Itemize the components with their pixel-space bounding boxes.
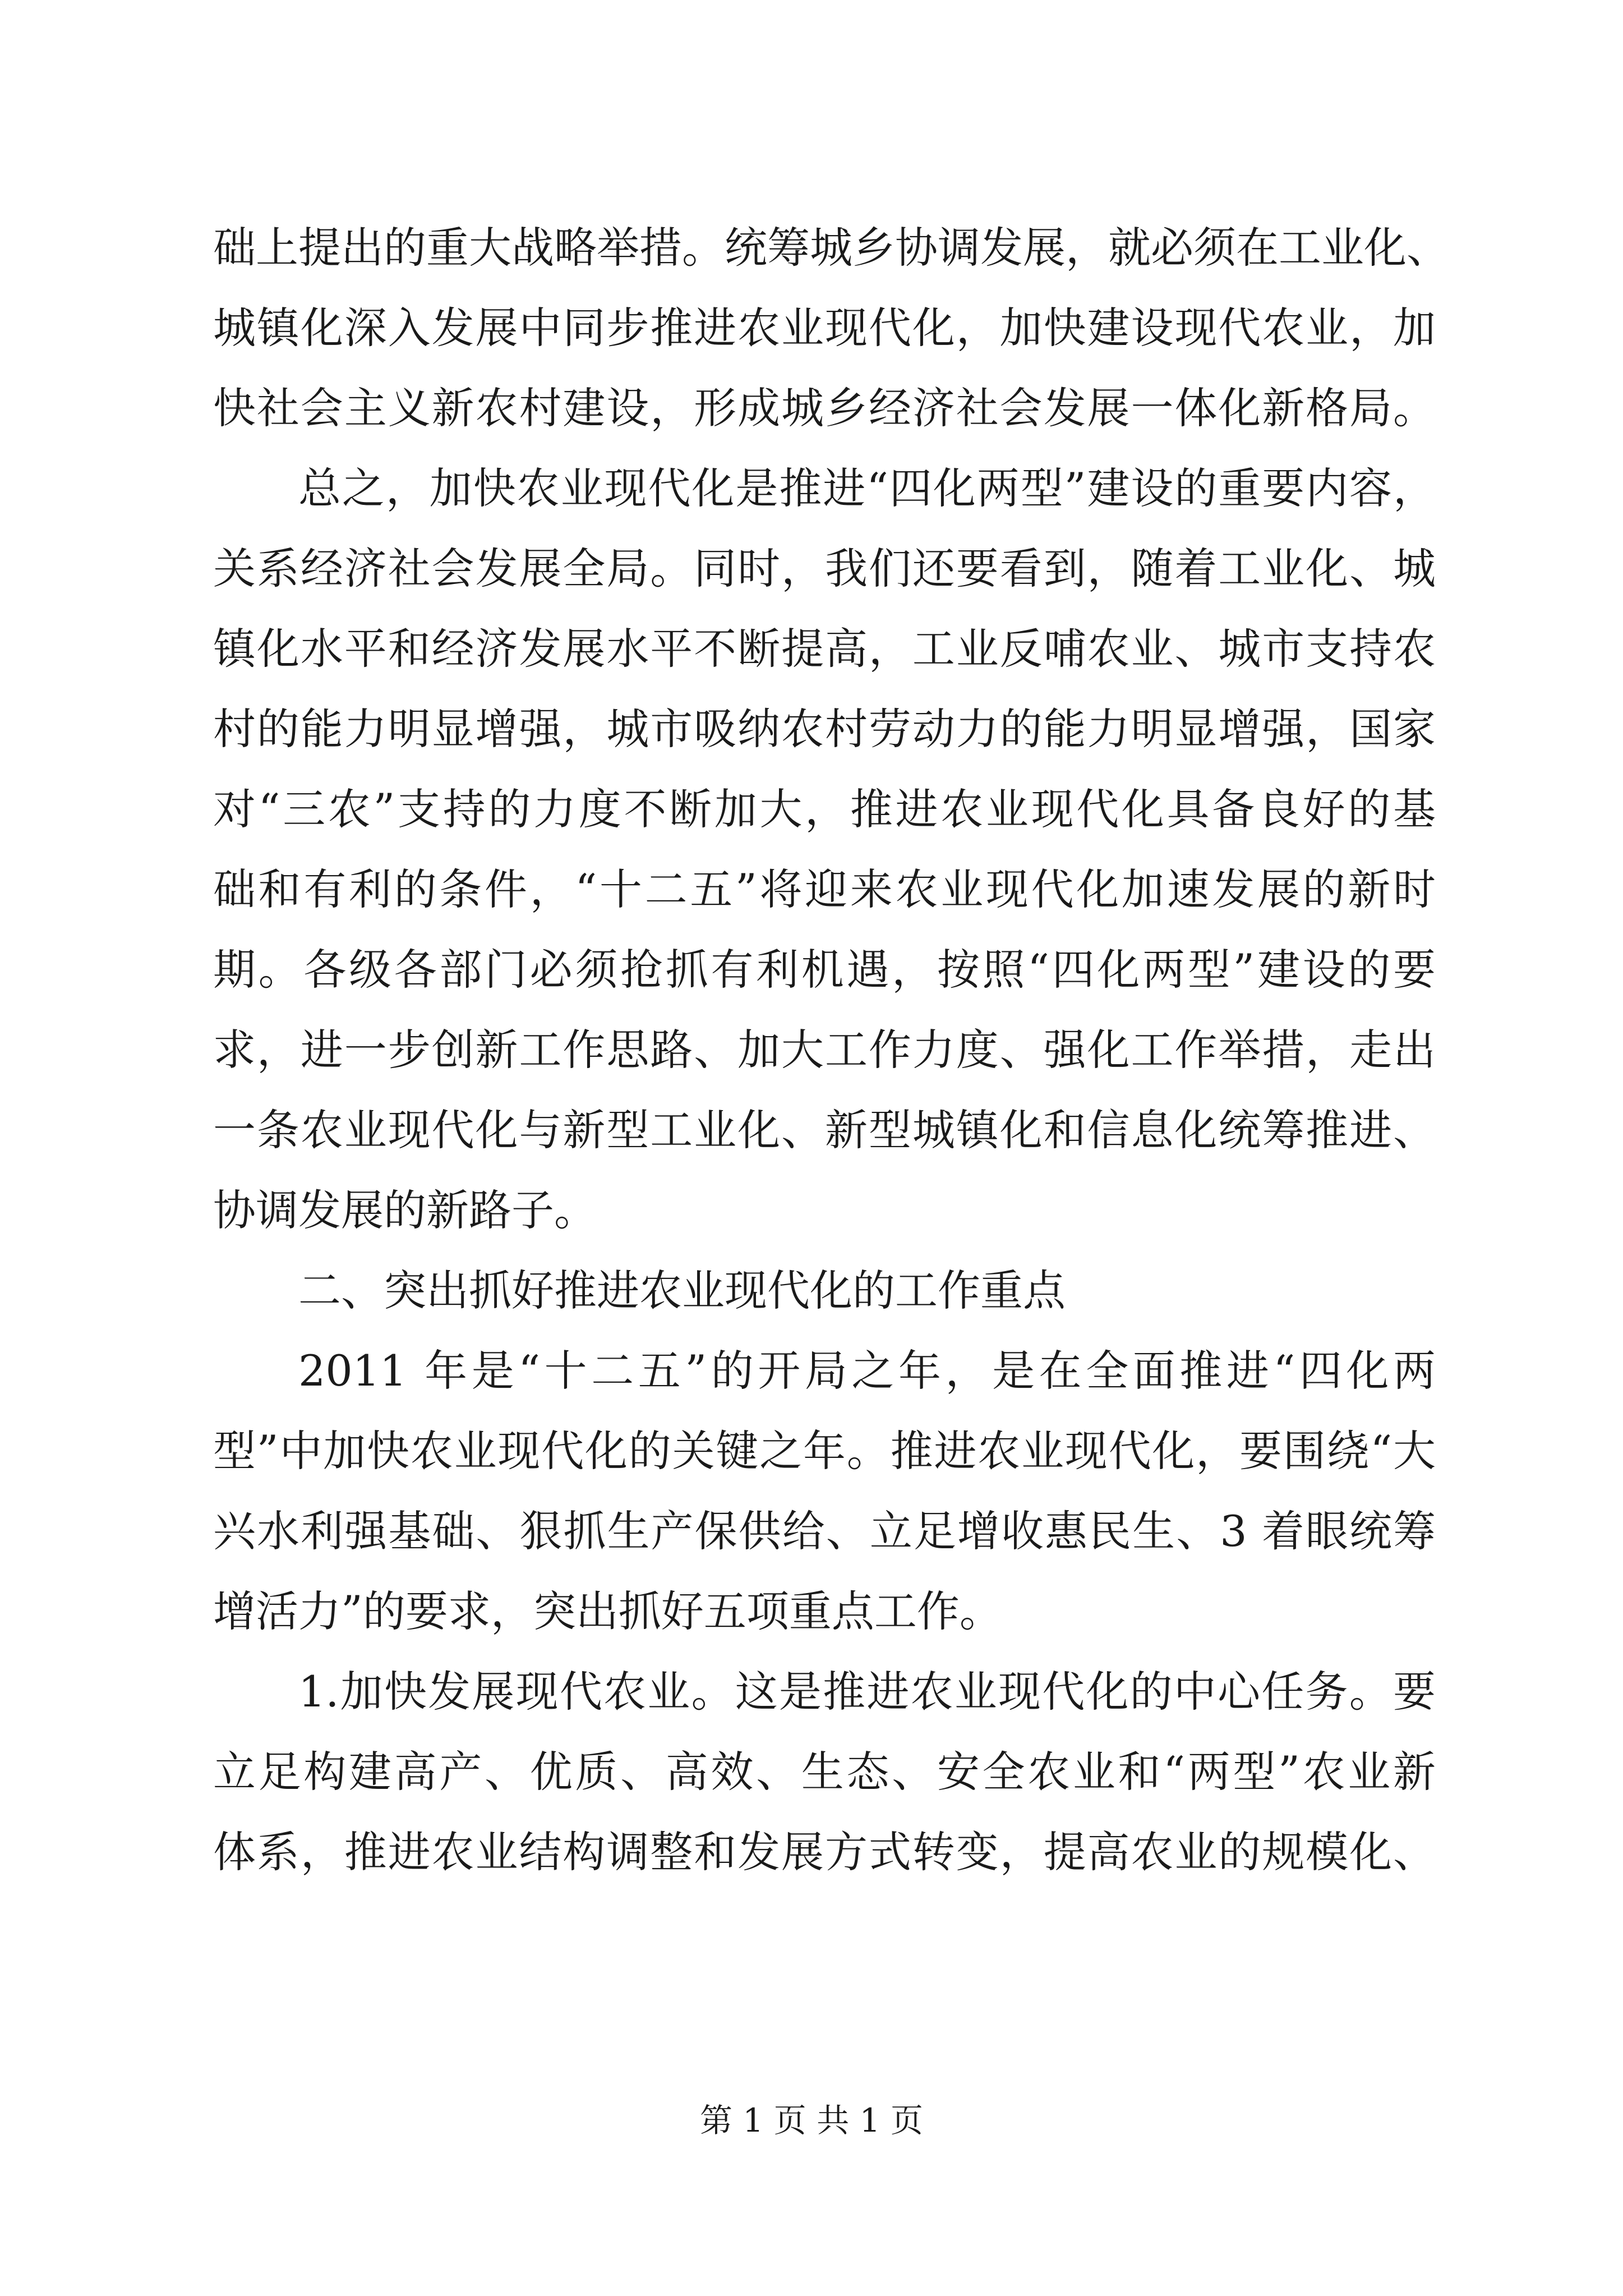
text-line: 城镇化深入发展中同步推进农业现代化，加快建设现代农业，加 xyxy=(213,303,1436,353)
text-line: 兴水利强基础、狠抓生产保供给、立足增收惠民生、3 着眼统筹 xyxy=(213,1506,1436,1556)
text-line: 镇化水平和经济发展水平不断提高，工业反哺农业、城市支持农 xyxy=(213,624,1436,674)
text-line: 期。各级各部门必须抢抓有利机遇，按照“四化两型”建设的要 xyxy=(213,945,1436,995)
body-text xyxy=(213,208,1449,1892)
text-line: 础和有利的条件，“十二五”将迎来农业现代化加速发展的新时 xyxy=(213,864,1436,914)
text-line: 二、突出抓好推进农业现代化的工作重点 xyxy=(298,1266,1066,1315)
text-line: 2011 年是“十二五”的开局之年，是在全面推进“四化两 xyxy=(298,1346,1436,1396)
text-line: 础上提出的重大战略举措。统筹城乡协调发展，就必须在工业化、 xyxy=(213,223,1449,273)
text-line: 村的能力明显增强，城市吸纳农村劳动力的能力明显增强，国家 xyxy=(213,704,1436,754)
text-line: 总之，加快农业现代化是推进“四化两型”建设的重要内容， xyxy=(298,463,1436,513)
text-line: 一条农业现代化与新型工业化、新型城镇化和信息化统筹推进、 xyxy=(213,1105,1436,1155)
text-line: 1.加快发展现代农业。这是推进农业现代化的中心任务。要 xyxy=(298,1667,1436,1717)
text-line: 求，进一步创新工作思路、加大工作力度、强化工作举措，走出 xyxy=(213,1025,1436,1075)
text-line: 体系，推进农业结构调整和发展方式转变，提高农业的规模化、 xyxy=(213,1827,1436,1877)
text-line: 增活力”的要求，突出抓好五项重点工作。 xyxy=(213,1586,1002,1636)
text-line: 对“三农”支持的力度不断加大，推进农业现代化具备良好的基 xyxy=(213,784,1436,834)
text-line: 关系经济社会发展全局。同时，我们还要看到，随着工业化、城 xyxy=(213,544,1436,593)
text-line: 立足构建高产、优质、高效、生态、安全农业和“两型”农业新 xyxy=(213,1747,1436,1797)
text-line: 快社会主义新农村建设，形成城乡经济社会发展一体化新格局。 xyxy=(213,383,1436,433)
text-line: 型”中加快农业现代化的关键之年。推进农业现代化，要围绕“大 xyxy=(213,1426,1436,1476)
page-footer: 第 1 页 共 1 页 xyxy=(700,2101,923,2139)
text-line: 协调发展的新路子。 xyxy=(213,1185,597,1235)
